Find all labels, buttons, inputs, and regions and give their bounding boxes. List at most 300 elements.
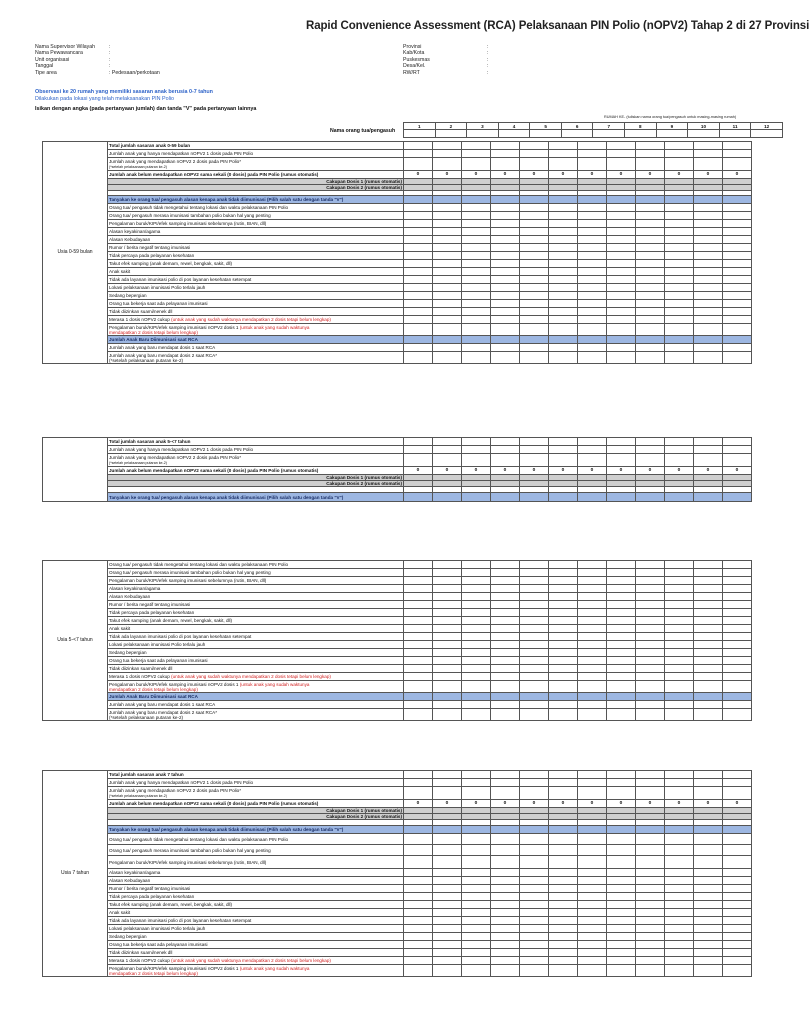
answer-cell[interactable]	[723, 236, 752, 244]
answer-cell[interactable]	[549, 336, 578, 344]
answer-cell[interactable]	[665, 701, 694, 709]
answer-cell[interactable]	[723, 268, 752, 276]
answer-cell[interactable]	[636, 933, 665, 941]
answer-cell[interactable]	[578, 601, 607, 609]
answer-cell[interactable]	[462, 779, 491, 787]
answer-cell[interactable]	[462, 244, 491, 252]
answer-cell[interactable]	[665, 665, 694, 673]
answer-cell[interactable]	[520, 601, 549, 609]
answer-cell[interactable]	[578, 617, 607, 625]
answer-cell[interactable]	[665, 693, 694, 701]
answer-cell[interactable]	[433, 438, 462, 446]
answer-cell[interactable]	[607, 228, 636, 236]
answer-cell[interactable]	[607, 593, 636, 601]
answer-cell[interactable]	[607, 438, 636, 446]
answer-cell[interactable]	[491, 601, 520, 609]
parent-name-cell[interactable]	[688, 130, 720, 138]
answer-cell[interactable]	[723, 826, 752, 834]
answer-cell[interactable]	[520, 150, 549, 158]
answer-cell[interactable]	[665, 965, 694, 977]
answer-cell[interactable]	[433, 158, 462, 171]
answer-cell[interactable]	[665, 593, 694, 601]
answer-cell[interactable]	[694, 324, 723, 336]
answer-cell[interactable]	[694, 681, 723, 693]
answer-cell[interactable]	[578, 957, 607, 965]
answer-cell[interactable]	[723, 142, 752, 150]
answer-cell[interactable]	[433, 709, 462, 721]
answer-cell[interactable]	[578, 965, 607, 977]
answer-cell[interactable]	[491, 925, 520, 933]
answer-cell[interactable]	[636, 228, 665, 236]
answer-cell[interactable]	[404, 204, 433, 212]
answer-cell[interactable]	[607, 352, 636, 364]
answer-cell[interactable]	[491, 826, 520, 834]
answer-cell[interactable]	[578, 845, 607, 856]
answer-cell[interactable]	[665, 228, 694, 236]
answer-cell[interactable]	[491, 158, 520, 171]
answer-cell[interactable]	[404, 957, 433, 965]
answer-cell[interactable]	[607, 933, 636, 941]
answer-cell[interactable]	[462, 681, 491, 693]
answer-cell[interactable]	[665, 236, 694, 244]
answer-cell[interactable]	[549, 834, 578, 845]
answer-cell[interactable]	[665, 276, 694, 284]
answer-cell[interactable]	[723, 196, 752, 204]
answer-cell[interactable]	[578, 276, 607, 284]
answer-cell[interactable]	[694, 150, 723, 158]
answer-cell[interactable]	[607, 158, 636, 171]
answer-cell[interactable]	[549, 585, 578, 593]
answer-cell[interactable]	[607, 641, 636, 649]
answer-cell[interactable]	[694, 220, 723, 228]
answer-cell[interactable]	[433, 308, 462, 316]
answer-cell[interactable]	[723, 869, 752, 877]
answer-cell[interactable]	[723, 909, 752, 917]
answer-cell[interactable]	[549, 649, 578, 657]
answer-cell[interactable]	[636, 569, 665, 577]
answer-cell[interactable]	[433, 649, 462, 657]
parent-name-cell[interactable]	[656, 130, 688, 138]
answer-cell[interactable]	[665, 244, 694, 252]
header-value[interactable]: :	[109, 50, 111, 57]
answer-cell[interactable]	[491, 308, 520, 316]
answer-cell[interactable]	[491, 665, 520, 673]
answer-cell[interactable]	[665, 212, 694, 220]
answer-cell[interactable]	[491, 336, 520, 344]
answer-cell[interactable]	[549, 617, 578, 625]
answer-cell[interactable]	[433, 204, 462, 212]
answer-cell[interactable]	[665, 292, 694, 300]
answer-cell[interactable]	[462, 446, 491, 454]
answer-cell[interactable]	[491, 352, 520, 364]
answer-cell[interactable]	[665, 260, 694, 268]
answer-cell[interactable]	[520, 324, 549, 336]
answer-cell[interactable]	[491, 681, 520, 693]
answer-cell[interactable]	[723, 220, 752, 228]
answer-cell[interactable]	[433, 609, 462, 617]
answer-cell[interactable]	[723, 885, 752, 893]
answer-cell[interactable]	[549, 917, 578, 925]
answer-cell[interactable]	[723, 657, 752, 665]
answer-cell[interactable]	[636, 771, 665, 779]
answer-cell[interactable]	[549, 826, 578, 834]
answer-cell[interactable]	[520, 617, 549, 625]
answer-cell[interactable]	[433, 300, 462, 308]
answer-cell[interactable]	[665, 454, 694, 467]
parent-name-cell[interactable]	[561, 130, 593, 138]
answer-cell[interactable]	[723, 609, 752, 617]
answer-cell[interactable]	[636, 150, 665, 158]
answer-cell[interactable]	[520, 284, 549, 292]
answer-cell[interactable]	[636, 633, 665, 641]
answer-cell[interactable]	[665, 901, 694, 909]
answer-cell[interactable]	[636, 196, 665, 204]
answer-cell[interactable]	[723, 316, 752, 324]
answer-cell[interactable]	[404, 885, 433, 893]
answer-cell[interactable]	[607, 569, 636, 577]
answer-cell[interactable]	[549, 933, 578, 941]
answer-cell[interactable]	[462, 150, 491, 158]
answer-cell[interactable]	[433, 228, 462, 236]
answer-cell[interactable]	[723, 352, 752, 364]
answer-cell[interactable]	[549, 300, 578, 308]
answer-cell[interactable]	[462, 649, 491, 657]
answer-cell[interactable]	[433, 260, 462, 268]
answer-cell[interactable]	[723, 957, 752, 965]
answer-cell[interactable]	[694, 260, 723, 268]
answer-cell[interactable]	[578, 284, 607, 292]
answer-cell[interactable]	[520, 681, 549, 693]
answer-cell[interactable]	[404, 701, 433, 709]
answer-cell[interactable]	[404, 244, 433, 252]
answer-cell[interactable]	[520, 276, 549, 284]
answer-cell[interactable]	[694, 787, 723, 800]
answer-cell[interactable]	[607, 834, 636, 845]
answer-cell[interactable]	[549, 284, 578, 292]
answer-cell[interactable]	[462, 284, 491, 292]
parent-name-cell[interactable]	[719, 130, 751, 138]
answer-cell[interactable]	[404, 561, 433, 569]
answer-cell[interactable]	[665, 300, 694, 308]
answer-cell[interactable]	[549, 324, 578, 336]
answer-cell[interactable]	[433, 268, 462, 276]
answer-cell[interactable]	[578, 693, 607, 701]
answer-cell[interactable]	[549, 292, 578, 300]
answer-cell[interactable]	[433, 236, 462, 244]
answer-cell[interactable]	[404, 665, 433, 673]
answer-cell[interactable]	[520, 493, 549, 502]
answer-cell[interactable]	[404, 933, 433, 941]
answer-cell[interactable]	[549, 709, 578, 721]
answer-cell[interactable]	[462, 957, 491, 965]
answer-cell[interactable]	[433, 779, 462, 787]
answer-cell[interactable]	[694, 454, 723, 467]
answer-cell[interactable]	[665, 493, 694, 502]
answer-cell[interactable]	[433, 787, 462, 800]
answer-cell[interactable]	[578, 709, 607, 721]
answer-cell[interactable]	[578, 228, 607, 236]
answer-cell[interactable]	[491, 316, 520, 324]
answer-cell[interactable]	[549, 236, 578, 244]
answer-cell[interactable]	[404, 585, 433, 593]
answer-cell[interactable]	[433, 885, 462, 893]
answer-cell[interactable]	[694, 268, 723, 276]
parent-name-cell[interactable]	[530, 130, 562, 138]
answer-cell[interactable]	[665, 771, 694, 779]
answer-cell[interactable]	[636, 609, 665, 617]
answer-cell[interactable]	[636, 142, 665, 150]
answer-cell[interactable]	[433, 917, 462, 925]
answer-cell[interactable]	[549, 220, 578, 228]
answer-cell[interactable]	[665, 609, 694, 617]
answer-cell[interactable]	[462, 308, 491, 316]
answer-cell[interactable]	[549, 681, 578, 693]
answer-cell[interactable]	[665, 585, 694, 593]
answer-cell[interactable]	[491, 869, 520, 877]
answer-cell[interactable]	[723, 779, 752, 787]
answer-cell[interactable]	[462, 771, 491, 779]
answer-cell[interactable]	[578, 941, 607, 949]
answer-cell[interactable]	[723, 344, 752, 352]
answer-cell[interactable]	[491, 609, 520, 617]
answer-cell[interactable]	[404, 344, 433, 352]
answer-cell[interactable]	[520, 925, 549, 933]
answer-cell[interactable]	[433, 701, 462, 709]
answer-cell[interactable]	[723, 158, 752, 171]
answer-cell[interactable]	[433, 834, 462, 845]
answer-cell[interactable]	[404, 826, 433, 834]
answer-cell[interactable]	[607, 709, 636, 721]
answer-cell[interactable]	[404, 641, 433, 649]
answer-cell[interactable]	[433, 673, 462, 681]
answer-cell[interactable]	[607, 941, 636, 949]
answer-cell[interactable]	[404, 869, 433, 877]
answer-cell[interactable]	[462, 352, 491, 364]
answer-cell[interactable]	[462, 142, 491, 150]
answer-cell[interactable]	[578, 252, 607, 260]
answer-cell[interactable]	[636, 649, 665, 657]
answer-cell[interactable]	[404, 925, 433, 933]
answer-cell[interactable]	[520, 693, 549, 701]
parent-name-cell[interactable]	[498, 130, 530, 138]
answer-cell[interactable]	[491, 300, 520, 308]
answer-cell[interactable]	[462, 933, 491, 941]
answer-cell[interactable]	[665, 284, 694, 292]
answer-cell[interactable]	[549, 877, 578, 885]
answer-cell[interactable]	[578, 150, 607, 158]
answer-cell[interactable]	[578, 204, 607, 212]
answer-cell[interactable]	[636, 625, 665, 633]
answer-cell[interactable]	[578, 869, 607, 877]
answer-cell[interactable]	[723, 787, 752, 800]
answer-cell[interactable]	[723, 925, 752, 933]
answer-cell[interactable]	[404, 577, 433, 585]
answer-cell[interactable]	[404, 949, 433, 957]
answer-cell[interactable]	[462, 609, 491, 617]
answer-cell[interactable]	[636, 787, 665, 800]
answer-cell[interactable]	[723, 284, 752, 292]
answer-cell[interactable]	[404, 877, 433, 885]
answer-cell[interactable]	[636, 701, 665, 709]
answer-cell[interactable]	[549, 316, 578, 324]
answer-cell[interactable]	[491, 625, 520, 633]
answer-cell[interactable]	[578, 701, 607, 709]
answer-cell[interactable]	[723, 561, 752, 569]
answer-cell[interactable]	[665, 649, 694, 657]
answer-cell[interactable]	[462, 885, 491, 893]
answer-cell[interactable]	[694, 633, 723, 641]
answer-cell[interactable]	[491, 252, 520, 260]
answer-cell[interactable]	[520, 609, 549, 617]
answer-cell[interactable]	[665, 577, 694, 585]
answer-cell[interactable]	[433, 336, 462, 344]
answer-cell[interactable]	[491, 204, 520, 212]
answer-cell[interactable]	[694, 292, 723, 300]
answer-cell[interactable]	[433, 212, 462, 220]
answer-cell[interactable]	[520, 869, 549, 877]
answer-cell[interactable]	[607, 949, 636, 957]
answer-cell[interactable]	[607, 877, 636, 885]
answer-cell[interactable]	[665, 885, 694, 893]
answer-cell[interactable]	[491, 292, 520, 300]
answer-cell[interactable]	[404, 649, 433, 657]
answer-cell[interactable]	[636, 446, 665, 454]
answer-cell[interactable]	[491, 344, 520, 352]
answer-cell[interactable]	[665, 641, 694, 649]
answer-cell[interactable]	[578, 493, 607, 502]
answer-cell[interactable]	[665, 834, 694, 845]
answer-cell[interactable]	[549, 212, 578, 220]
answer-cell[interactable]	[578, 569, 607, 577]
answer-cell[interactable]	[607, 316, 636, 324]
answer-cell[interactable]	[665, 787, 694, 800]
answer-cell[interactable]	[694, 212, 723, 220]
answer-cell[interactable]	[694, 593, 723, 601]
answer-cell[interactable]	[520, 625, 549, 633]
answer-cell[interactable]	[462, 344, 491, 352]
answer-cell[interactable]	[520, 352, 549, 364]
answer-cell[interactable]	[607, 826, 636, 834]
answer-cell[interactable]	[404, 965, 433, 977]
answer-cell[interactable]	[607, 493, 636, 502]
answer-cell[interactable]	[578, 877, 607, 885]
answer-cell[interactable]	[578, 779, 607, 787]
answer-cell[interactable]	[665, 917, 694, 925]
answer-cell[interactable]	[404, 893, 433, 901]
answer-cell[interactable]	[665, 909, 694, 917]
answer-cell[interactable]	[549, 949, 578, 957]
parent-name-cell[interactable]	[593, 130, 625, 138]
answer-cell[interactable]	[665, 617, 694, 625]
answer-cell[interactable]	[578, 158, 607, 171]
answer-cell[interactable]	[723, 877, 752, 885]
answer-cell[interactable]	[549, 609, 578, 617]
answer-cell[interactable]	[694, 569, 723, 577]
answer-cell[interactable]	[549, 701, 578, 709]
answer-cell[interactable]	[520, 909, 549, 917]
answer-cell[interactable]	[520, 649, 549, 657]
answer-cell[interactable]	[462, 593, 491, 601]
answer-cell[interactable]	[694, 577, 723, 585]
answer-cell[interactable]	[607, 787, 636, 800]
answer-cell[interactable]	[404, 493, 433, 502]
answer-cell[interactable]	[694, 917, 723, 925]
answer-cell[interactable]	[694, 965, 723, 977]
answer-cell[interactable]	[578, 260, 607, 268]
answer-cell[interactable]	[607, 701, 636, 709]
answer-cell[interactable]	[520, 252, 549, 260]
answer-cell[interactable]	[578, 585, 607, 593]
answer-cell[interactable]	[491, 933, 520, 941]
answer-cell[interactable]	[636, 845, 665, 856]
answer-cell[interactable]	[491, 885, 520, 893]
answer-cell[interactable]	[520, 292, 549, 300]
answer-cell[interactable]	[462, 845, 491, 856]
answer-cell[interactable]	[520, 204, 549, 212]
answer-cell[interactable]	[636, 885, 665, 893]
answer-cell[interactable]	[578, 917, 607, 925]
answer-cell[interactable]	[636, 681, 665, 693]
answer-cell[interactable]	[549, 909, 578, 917]
header-value[interactable]: :	[487, 63, 489, 70]
answer-cell[interactable]	[694, 236, 723, 244]
answer-cell[interactable]	[491, 877, 520, 885]
answer-cell[interactable]	[404, 260, 433, 268]
answer-cell[interactable]	[723, 308, 752, 316]
answer-cell[interactable]	[491, 856, 520, 869]
answer-cell[interactable]	[520, 236, 549, 244]
answer-cell[interactable]	[607, 845, 636, 856]
header-value[interactable]: :	[487, 44, 489, 50]
answer-cell[interactable]	[520, 212, 549, 220]
answer-cell[interactable]	[694, 779, 723, 787]
answer-cell[interactable]	[520, 834, 549, 845]
answer-cell[interactable]	[636, 901, 665, 909]
answer-cell[interactable]	[578, 292, 607, 300]
answer-cell[interactable]	[723, 228, 752, 236]
answer-cell[interactable]	[607, 657, 636, 665]
answer-cell[interactable]	[607, 260, 636, 268]
answer-cell[interactable]	[578, 316, 607, 324]
answer-cell[interactable]	[549, 779, 578, 787]
answer-cell[interactable]	[694, 877, 723, 885]
answer-cell[interactable]	[636, 212, 665, 220]
answer-cell[interactable]	[607, 909, 636, 917]
answer-cell[interactable]	[723, 204, 752, 212]
answer-cell[interactable]	[520, 336, 549, 344]
answer-cell[interactable]	[636, 292, 665, 300]
answer-cell[interactable]	[694, 196, 723, 204]
answer-cell[interactable]	[549, 446, 578, 454]
header-value[interactable]: : Pedesaan/perkotaan	[109, 69, 160, 76]
answer-cell[interactable]	[549, 352, 578, 364]
answer-cell[interactable]	[636, 438, 665, 446]
answer-cell[interactable]	[491, 673, 520, 681]
answer-cell[interactable]	[491, 893, 520, 901]
answer-cell[interactable]	[665, 569, 694, 577]
header-value[interactable]: :	[109, 63, 111, 70]
answer-cell[interactable]	[578, 649, 607, 657]
answer-cell[interactable]	[665, 625, 694, 633]
answer-cell[interactable]	[723, 438, 752, 446]
answer-cell[interactable]	[549, 268, 578, 276]
answer-cell[interactable]	[578, 142, 607, 150]
answer-cell[interactable]	[694, 925, 723, 933]
answer-cell[interactable]	[462, 856, 491, 869]
answer-cell[interactable]	[462, 577, 491, 585]
answer-cell[interactable]	[462, 300, 491, 308]
answer-cell[interactable]	[491, 787, 520, 800]
